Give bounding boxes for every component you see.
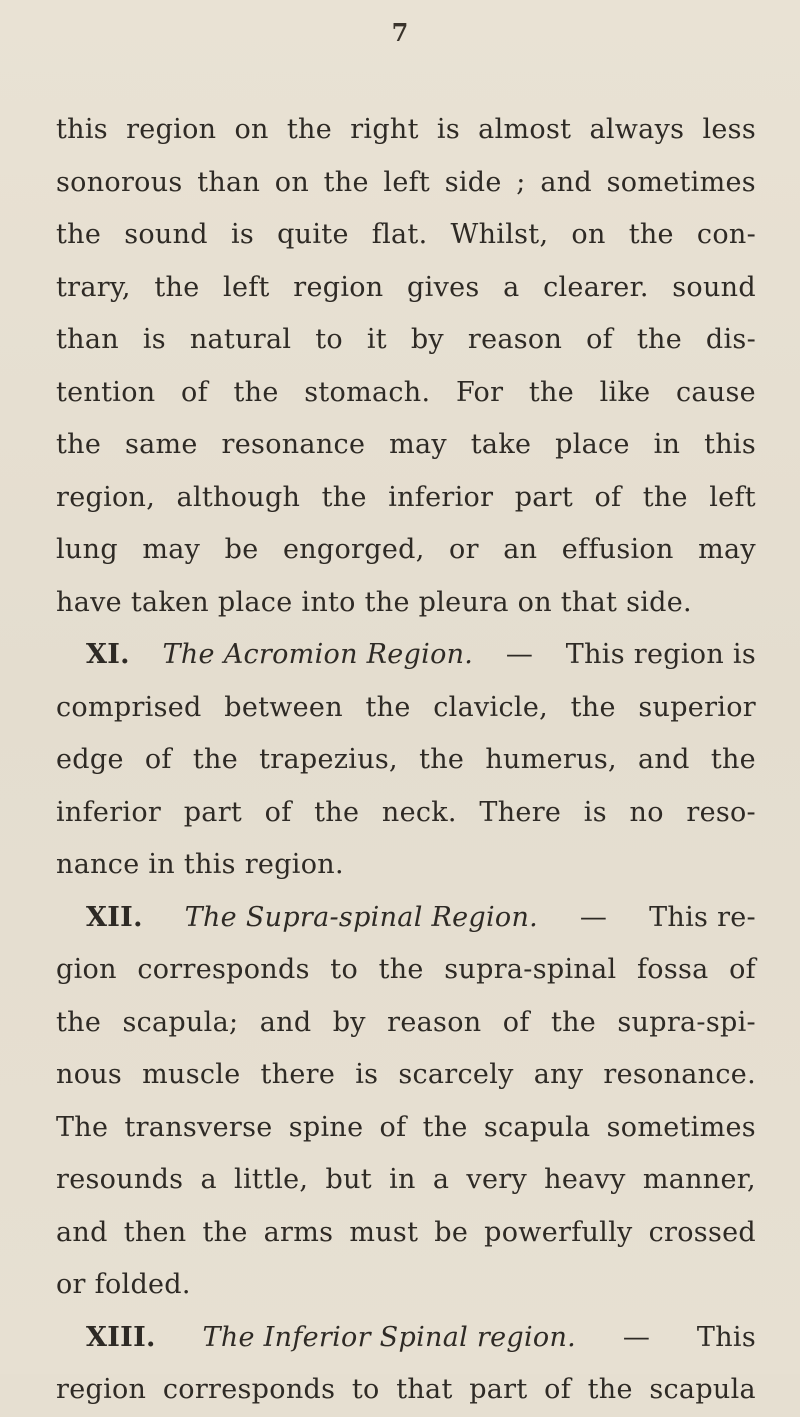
text-line (56, 577, 756, 630)
word: like (599, 376, 651, 408)
word: any (533, 1059, 584, 1090)
word: tention (56, 376, 156, 408)
word: edge (56, 744, 124, 775)
space (175, 839, 184, 892)
section-heading-line (56, 1312, 756, 1365)
word: taken (130, 586, 209, 618)
text-line (56, 262, 756, 315)
text-line (56, 524, 756, 577)
word: clavicle, (433, 691, 549, 723)
word: dis- (705, 324, 756, 355)
word: the (419, 744, 465, 775)
word: scapula (483, 1111, 591, 1143)
word: the (422, 1111, 468, 1143)
word: region (126, 114, 217, 145)
word: stomach. (304, 376, 431, 408)
word: and (638, 744, 690, 775)
word: by (410, 324, 444, 355)
section-title: The Supra-spinal Region. (184, 901, 539, 933)
space (86, 1259, 95, 1312)
word: of (264, 796, 292, 828)
word: of (502, 1006, 530, 1038)
word: Whilst, (450, 219, 549, 250)
word: of (594, 481, 622, 513)
word: left (223, 271, 270, 303)
word: that (560, 586, 618, 618)
body-text (56, 104, 756, 1417)
word: engorged, (282, 534, 425, 565)
word: this (704, 429, 756, 460)
word: region (293, 271, 384, 303)
word: lung (56, 534, 118, 565)
text-line (56, 682, 756, 735)
word: be (224, 534, 259, 565)
word: the (587, 1374, 633, 1405)
word: this (56, 114, 108, 145)
word: the (321, 481, 367, 513)
word: reso- (686, 796, 756, 828)
word: side. (626, 586, 692, 618)
word: the (364, 586, 410, 618)
space (236, 839, 245, 892)
word: then (123, 1216, 187, 1248)
word: is (142, 324, 166, 355)
word: place (217, 586, 293, 618)
word: flat. (371, 219, 428, 250)
word: the (192, 744, 238, 775)
word: an (503, 534, 538, 565)
word: no (629, 796, 664, 828)
text-line (56, 1049, 756, 1102)
text-line (56, 1102, 756, 1155)
word: less (702, 114, 756, 145)
section-text: This region is (565, 639, 756, 670)
word: crossed (648, 1216, 756, 1248)
word: although (176, 481, 301, 513)
section-dash: — (579, 901, 608, 933)
word: the (202, 1216, 248, 1248)
word: is (436, 114, 461, 145)
word: sound (672, 271, 756, 303)
word: on (517, 586, 552, 618)
word: resonance (221, 429, 366, 460)
word: corresponds (162, 1374, 336, 1405)
word: part (514, 481, 574, 513)
word: and (259, 1006, 312, 1038)
word: the (528, 376, 575, 408)
word: gives (407, 271, 480, 303)
word: reason (467, 324, 563, 355)
word: this (183, 849, 236, 880)
space (617, 577, 626, 630)
text-line (56, 1259, 756, 1312)
word: very (466, 1164, 528, 1195)
word: the (710, 744, 756, 775)
word: the (365, 691, 411, 723)
word: sometimes (606, 1111, 756, 1143)
word: must (349, 1216, 419, 1248)
text-line (56, 839, 756, 892)
word: the (642, 481, 688, 513)
word: comprised (56, 691, 202, 723)
text-line (56, 787, 756, 840)
word: the (570, 691, 616, 723)
word: or (449, 534, 479, 565)
word: supra-spinal (444, 954, 617, 985)
text-line (56, 367, 756, 420)
word: almost (478, 114, 572, 145)
word: gion (56, 954, 117, 985)
word: may (698, 534, 756, 565)
space (509, 577, 518, 630)
word: in (653, 429, 681, 460)
section-dash: — (622, 1321, 651, 1353)
word: inferior (388, 481, 494, 513)
word: inferior (56, 796, 162, 828)
word: there (260, 1059, 336, 1090)
word: There (479, 796, 562, 828)
word: resonance. (603, 1059, 756, 1090)
section-heading-line (56, 892, 756, 945)
word: region. (244, 849, 344, 880)
text-line (56, 997, 756, 1050)
text-line (56, 209, 756, 262)
word: a (503, 271, 520, 303)
word: cause (676, 376, 756, 408)
word: a (200, 1164, 217, 1195)
word: or (56, 1269, 86, 1300)
text-line (56, 734, 756, 787)
section-numeral: XI. (86, 639, 130, 670)
word: on (234, 114, 269, 145)
word: the (56, 1006, 102, 1038)
word: the (56, 219, 102, 250)
text-line (56, 104, 756, 157)
word: scapula (649, 1374, 756, 1405)
word: the (636, 324, 682, 355)
word: scapula; (122, 1006, 239, 1038)
section-text: This (696, 1321, 756, 1353)
word: sonorous (56, 166, 183, 198)
text-line (56, 1154, 756, 1207)
space (122, 577, 131, 630)
word: in (389, 1164, 416, 1195)
word: it (366, 324, 387, 355)
word: neck. (381, 796, 457, 828)
space (209, 577, 218, 630)
word: is (355, 1059, 379, 1090)
word: folded. (94, 1269, 191, 1300)
word: into (301, 586, 356, 618)
word: region (56, 1374, 147, 1405)
word: right (350, 114, 419, 145)
word: left (709, 481, 756, 513)
word: the (323, 166, 369, 198)
text-line (56, 1207, 756, 1260)
word: the (233, 376, 279, 408)
section-numeral: XIII. (86, 1321, 156, 1353)
word: resounds (56, 1164, 184, 1195)
word: sometimes (606, 166, 756, 198)
word: part (183, 796, 243, 828)
word: fossa (636, 954, 709, 985)
text-line (56, 472, 756, 525)
word: of (379, 1111, 407, 1143)
word: little, (234, 1164, 309, 1195)
word: between (224, 691, 343, 723)
word: the (628, 219, 674, 250)
word: part (469, 1374, 528, 1405)
word: place (555, 429, 630, 460)
text-line (56, 1364, 756, 1417)
word: of (586, 324, 613, 355)
space (356, 577, 365, 630)
space (552, 577, 561, 630)
word: reason (387, 1006, 482, 1038)
word: arms (263, 1216, 334, 1248)
word: the (314, 796, 360, 828)
word: same (124, 429, 198, 460)
section-title: The Inferior Spinal region. (202, 1321, 577, 1353)
word: scarcely (398, 1059, 514, 1090)
word: manner, (642, 1164, 756, 1195)
word: clearer. (543, 271, 649, 303)
section-dash: — (505, 639, 534, 670)
word: to (351, 1374, 380, 1405)
word: supra-spi- (617, 1006, 756, 1038)
page-number: 7 (391, 18, 409, 47)
text-line (56, 944, 756, 997)
word: to (315, 324, 343, 355)
word: may (389, 429, 447, 460)
text-line (56, 419, 756, 472)
word: nous (56, 1059, 123, 1090)
word: is (583, 796, 607, 828)
word: spine (288, 1111, 364, 1143)
space (293, 577, 302, 630)
word: of (729, 954, 756, 985)
word: and (540, 166, 592, 198)
word: the (56, 429, 102, 460)
word: trary, (56, 271, 131, 303)
word: than (56, 324, 119, 355)
word: take (470, 429, 532, 460)
word: trapezius, (259, 744, 398, 775)
word: con- (696, 219, 756, 250)
word: heavy (544, 1164, 626, 1195)
word: ; (516, 166, 526, 198)
word: sound (124, 219, 208, 250)
word: humerus, (485, 744, 617, 775)
section-heading-line (56, 629, 756, 682)
word: For (455, 376, 504, 408)
section-text: This re- (649, 901, 756, 933)
word: be (434, 1216, 469, 1248)
word: superior (638, 691, 756, 723)
section-numeral: XII. (86, 901, 143, 933)
word: on (274, 166, 310, 198)
word: the (154, 271, 200, 303)
word: region, (56, 481, 156, 513)
word: in (148, 849, 175, 880)
space (139, 839, 148, 892)
text-line (56, 157, 756, 210)
word: muscle (142, 1059, 241, 1090)
word: side (444, 166, 502, 198)
word: but (325, 1164, 372, 1195)
word: is (230, 219, 255, 250)
word: pleura (418, 586, 509, 618)
word: on (571, 219, 606, 250)
word: the (550, 1006, 597, 1038)
word: a (432, 1164, 450, 1195)
word: may (142, 534, 201, 565)
word: of (544, 1374, 572, 1405)
word: to (330, 954, 359, 985)
word: by (332, 1006, 366, 1038)
word: than (197, 166, 261, 198)
word: corresponds (137, 954, 310, 985)
word: of (144, 744, 172, 775)
word: that (396, 1374, 453, 1405)
word: transverse (124, 1111, 273, 1143)
text-line (56, 314, 756, 367)
section-title: The Acromion Region. (162, 639, 474, 670)
word: of (181, 376, 208, 408)
word: nance (56, 849, 140, 880)
word: and (56, 1216, 108, 1248)
word: effusion (561, 534, 674, 565)
word: the (286, 114, 333, 145)
word: natural (189, 324, 292, 355)
word: The (56, 1111, 109, 1143)
word: quite (277, 219, 349, 250)
space (410, 577, 419, 630)
word: always (589, 114, 685, 145)
word: the (378, 954, 424, 985)
word: have (56, 586, 122, 618)
word: left (383, 166, 431, 198)
word: powerfully (484, 1216, 633, 1248)
